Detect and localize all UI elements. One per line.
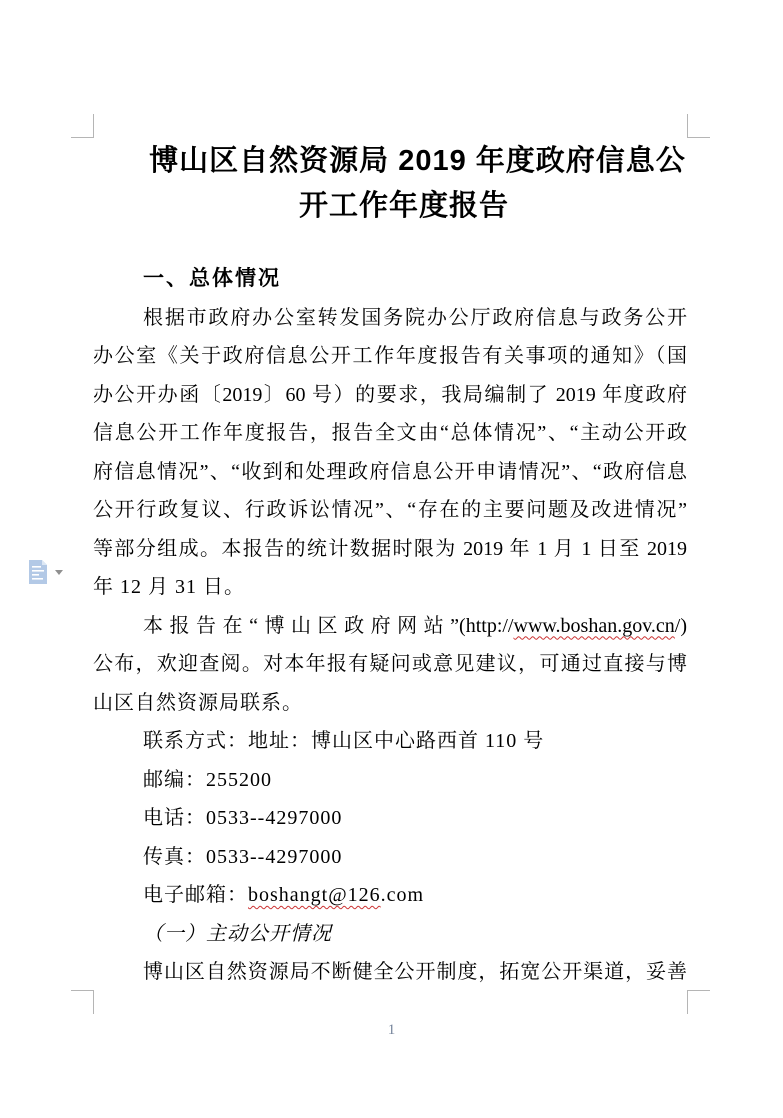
body-text-line: 公开行政复议、行政诉讼情况”、“存在的主要问题及改进情况” [93, 499, 687, 521]
margin-note-button[interactable] [24, 557, 66, 589]
body-text-line [93, 607, 687, 646]
contact-phone-line: 电话：0533--4297000 [143, 807, 343, 829]
document-title [93, 139, 687, 229]
email-suffix: .com [380, 884, 425, 906]
section-heading: 一、总体情况 [143, 267, 281, 290]
body-text-segment: 本报告在“博山区政府网站”(http:// [143, 614, 514, 637]
body-text-segment: /) [674, 614, 687, 637]
chevron-down-icon [55, 570, 63, 575]
contact-email-line [93, 876, 687, 915]
body-text-line: 山区自然资源局联系。 [93, 691, 303, 714]
text-boundary-mark-bottom-left [71, 990, 94, 1014]
body-text-line: 公布，欢迎查阅。对本年报有疑问或意见建议，可通过直接与博 [93, 653, 687, 675]
document-body [93, 260, 687, 992]
body-text-line: 办公开办函〔2019〕60 号）的要求，我局编制了 2019 年度政府 [93, 383, 687, 406]
text-boundary-mark-top-left [71, 114, 94, 138]
email-address: boshangt@126 [248, 884, 381, 906]
body-text-line: 信息公开工作年度报告，报告全文由“总体情况”、“主动公开政 [93, 422, 687, 444]
website-url: www.boshan.gov.cn [513, 614, 675, 637]
document-title-line: 开工作年度报告 [298, 190, 509, 222]
body-text-line: 年 12 月 31 日。 [93, 576, 245, 598]
page-number: 1 [387, 1022, 396, 1038]
contact-fax-line: 传真：0533--4297000 [143, 845, 343, 868]
document-title-line: 博山区自然资源局 2019 年度政府信息公 [149, 145, 686, 177]
body-text-line: 根据市政府办公室转发国务院办公厅政府信息与政务公开 [143, 306, 687, 329]
body-text-line: 等部分组成。本报告的统计数据时限为 2019 年 1 月 1 日至 2019 [93, 537, 687, 560]
text-boundary-mark-top-right [687, 114, 710, 138]
document-icon [24, 557, 66, 589]
contact-postcode-line: 邮编：255200 [143, 768, 272, 791]
text-boundary-mark-bottom-right [687, 990, 710, 1014]
body-text-line: 博山区自然资源局不断健全公开制度，拓宽公开渠道，妥善 [143, 961, 687, 983]
email-label: 电子邮箱： [143, 884, 248, 906]
body-text-line: 办公室《关于政府信息公开工作年度报告有关事项的通知》（国 [93, 345, 687, 367]
subsection-heading: （一）主动公开情况 [143, 922, 332, 945]
body-text-line: 府信息情况”、“收到和处理政府信息公开申请情况”、“政府信息 [93, 460, 687, 483]
contact-address-line: 联系方式：地址：博山区中心路西首 110 号 [143, 730, 545, 752]
